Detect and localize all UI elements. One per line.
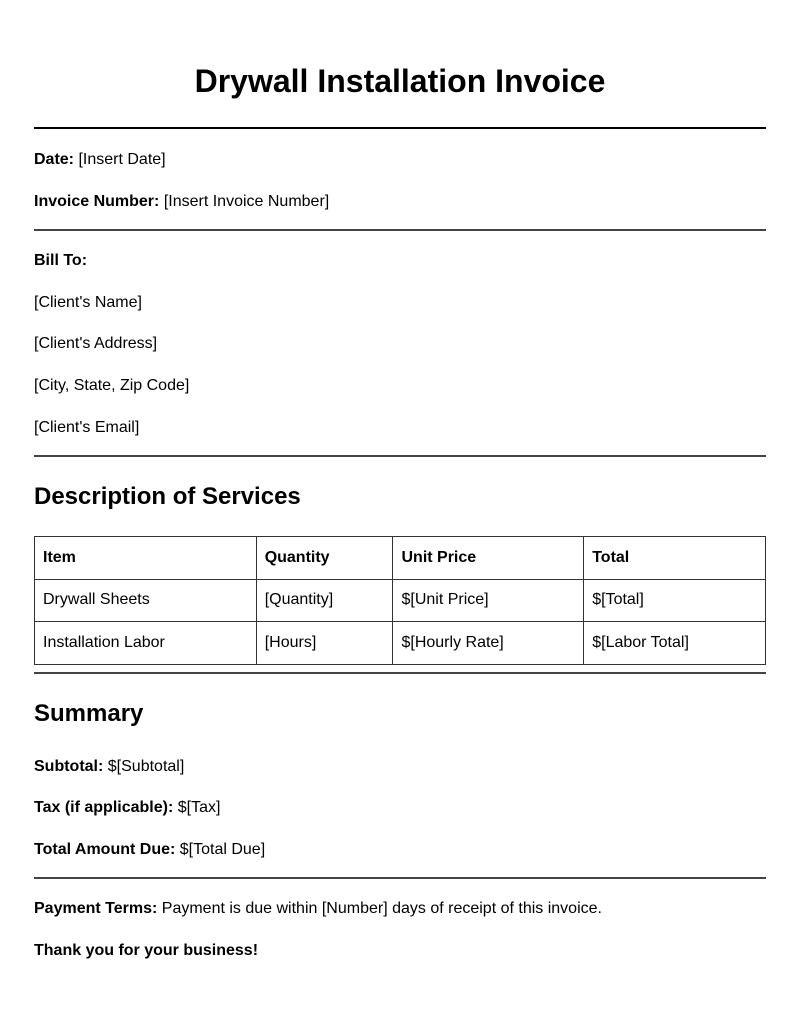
cell-item: Installation Labor [35, 622, 257, 665]
table-row [35, 579, 766, 622]
date-label: Date: [34, 151, 75, 168]
title-divider [34, 127, 766, 129]
total-due-value: $[Total Due] [179, 841, 266, 858]
services-heading: Description of Services [34, 483, 301, 510]
subtotal-label: Subtotal: [34, 758, 104, 775]
column-header-total: Total [584, 537, 766, 580]
subtotal-value: $[Subtotal] [107, 758, 185, 775]
thank-you-line [34, 941, 258, 961]
invoice-number-line [34, 192, 329, 212]
payment-terms-label: Payment Terms: [34, 900, 158, 917]
column-header-quantity: Quantity [256, 537, 393, 580]
tax-value: $[Tax] [177, 799, 221, 816]
summary-heading: Summary [34, 700, 144, 727]
cell-total: $[Labor Total] [584, 622, 766, 665]
subtotal-line [34, 757, 184, 777]
cell-item: Drywall Sheets [35, 579, 257, 622]
column-header-unit-price: Unit Price [393, 537, 584, 580]
cell-unit-price: $[Hourly Rate] [393, 622, 584, 665]
table-header-row [35, 537, 766, 580]
bill-to-divider [34, 455, 766, 457]
table-row [35, 622, 766, 665]
cell-quantity: [Hours] [256, 622, 393, 665]
tax-line [34, 798, 220, 818]
invoice-title: Drywall Installation Invoice [194, 63, 606, 99]
summary-divider [34, 877, 766, 879]
thank-you-text: Thank you for your business! [34, 942, 259, 959]
cell-unit-price: $[Unit Price] [393, 579, 584, 622]
invoice-number-label: Invoice Number: [34, 193, 160, 210]
date-value: [Insert Date] [78, 151, 166, 168]
meta-divider [34, 229, 766, 231]
payment-terms-line [34, 899, 602, 919]
client-city-state-zip: [City, State, Zip Code] [34, 377, 190, 394]
tax-label: Tax (if applicable): [34, 799, 174, 816]
services-table [34, 536, 766, 665]
cell-quantity: [Quantity] [256, 579, 393, 622]
payment-terms-value: Payment is due within [Number] days of receipt of this invoice. [161, 900, 602, 917]
date-line [34, 150, 166, 170]
services-divider [34, 672, 766, 674]
client-address: [Client's Address] [34, 335, 158, 352]
column-header-item: Item [35, 537, 257, 580]
client-email: [Client's Email] [34, 419, 140, 436]
bill-to-label: Bill To: [34, 252, 88, 269]
invoice-number-value: [Insert Invoice Number] [163, 193, 330, 210]
total-due-line [34, 840, 265, 860]
client-name: [Client's Name] [34, 294, 142, 311]
total-due-label: Total Amount Due: [34, 841, 176, 858]
cell-total: $[Total] [584, 579, 766, 622]
